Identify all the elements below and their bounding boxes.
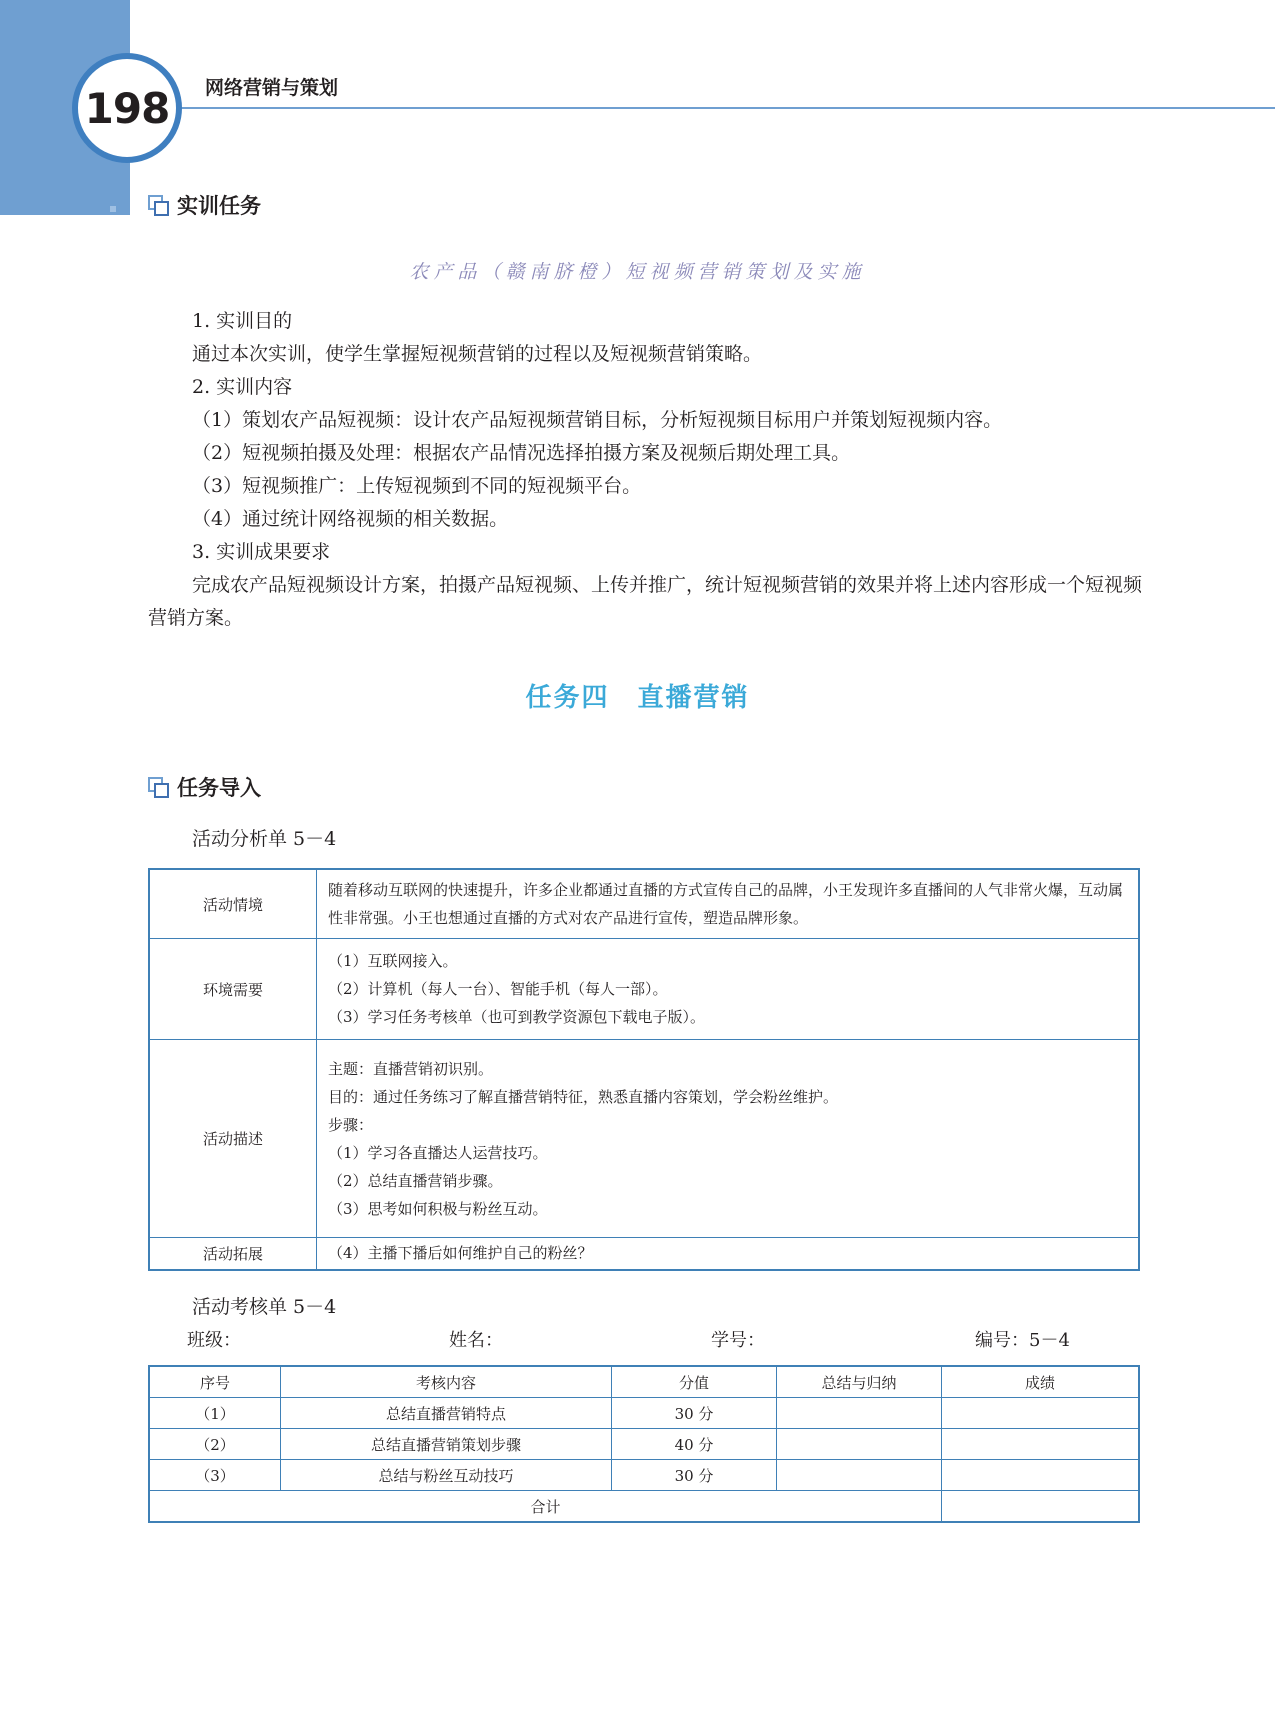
column-header: 总结与归纳 [777, 1366, 942, 1398]
student-id-label: 学号： [711, 1330, 765, 1351]
table-row [149, 1460, 1139, 1491]
cell-score: 30 分 [612, 1460, 777, 1491]
training-line: （4）通过统计网络视频的相关数据。 [192, 508, 509, 530]
column-header: 考核内容 [281, 1366, 612, 1398]
column-header: 成绩 [942, 1366, 1140, 1398]
column-header: 序号 [149, 1366, 281, 1398]
section-square-icon [148, 195, 168, 215]
header-rule [165, 107, 1275, 109]
cell-content: 总结直播营销策划步骤 [281, 1429, 612, 1460]
table-row [149, 869, 1139, 939]
table-row [149, 1238, 1139, 1270]
row-content [317, 1040, 1140, 1238]
cell-content: 总结与粉丝互动技巧 [281, 1460, 612, 1491]
row-content [317, 869, 1140, 939]
column-header: 分值 [612, 1366, 777, 1398]
content-line: （4）主播下播后如何维护自己的粉丝？ [328, 1244, 593, 1263]
cell-grade [942, 1460, 1140, 1491]
training-line: 通过本次实训，使学生掌握短视频营销的过程以及短视频营销策略。 [192, 343, 763, 365]
task-title: 任务四 直播营销 [525, 683, 750, 713]
content-line: （2）计算机（每人一台）、智能手机（每人一部）。 [328, 980, 668, 998]
table-row [149, 939, 1139, 1040]
row-label: 活动情境 [149, 869, 317, 939]
row-content [317, 1238, 1140, 1270]
row-label: 活动描述 [149, 1040, 317, 1238]
activity-analysis-table [148, 868, 1140, 1271]
page-number-badge [72, 53, 182, 163]
name-label: 姓名： [449, 1330, 503, 1351]
analysis-table-caption: 活动分析单 5－4 [192, 828, 337, 850]
training-final-paragraph: 完成农产品短视频设计方案，拍摄产品短视频、上传并推广，统计短视频营销的效果并将上述内容形成一个短视频营销方案。 [148, 574, 1143, 629]
task-intro-heading-label: 任务导入 [177, 776, 261, 800]
cell-score: 40 分 [612, 1429, 777, 1460]
training-line: （1）策划农产品短视频：设计农产品短视频营销目标，分析短视频目标用户并策划短视频内容。 [192, 409, 1003, 431]
training-line: 1. 实训目的 [192, 310, 293, 332]
content-line: （3）思考如何积极与粉丝互动。 [328, 1199, 548, 1218]
page-number: 198 [84, 83, 170, 133]
code-label: 编号：5－4 [975, 1330, 1070, 1351]
content-line: 目的：通过任务练习了解直播营销特征，熟悉直播内容策划，学会粉丝维护。 [328, 1087, 839, 1106]
decorative-square [110, 194, 118, 202]
content-line: 步骤： [328, 1115, 374, 1134]
total-label: 合计 [149, 1491, 942, 1523]
decorative-square [110, 206, 116, 212]
table-header-row [149, 1366, 1139, 1398]
content-line: 随着移动互联网的快速提升，许多企业都通过直播的方式宣传自己的品牌，小王发现许多直播间的人气非常火爆，互动属性非常强。小王也想通过直播的方式对农产品进行宣传，塑造品牌形象。 [328, 881, 1124, 927]
cell-content: 总结直播营销特点 [281, 1398, 612, 1429]
training-line: （3）短视频推广：上传短视频到不同的短视频平台。 [192, 475, 642, 497]
content-line: （2）总结直播营销步骤。 [328, 1171, 503, 1190]
book-title: 网络营销与策划 [205, 77, 339, 99]
decorative-square [96, 195, 107, 206]
training-body [192, 305, 1002, 569]
section-square-icon [148, 777, 168, 797]
cell-grade [942, 1398, 1140, 1429]
content-line: （3）学习任务考核单（也可到教学资源包下载电子版）。 [328, 1008, 706, 1026]
row-label: 活动拓展 [149, 1238, 317, 1270]
cell-summary [777, 1460, 942, 1491]
assessment-table-caption: 活动考核单 5－4 [192, 1296, 337, 1318]
cell-no: （3） [149, 1460, 281, 1491]
table-row [149, 1398, 1139, 1429]
class-label: 班级： [187, 1330, 241, 1351]
cell-summary [777, 1429, 942, 1460]
table-row [149, 1429, 1139, 1460]
row-content [317, 939, 1140, 1040]
content-line: （1）互联网接入。 [328, 952, 458, 970]
table-total-row [149, 1491, 1139, 1523]
total-value [942, 1491, 1140, 1523]
cell-no: （1） [149, 1398, 281, 1429]
training-heading [148, 190, 261, 220]
cell-score: 30 分 [612, 1398, 777, 1429]
task-intro-heading [148, 772, 261, 802]
cell-no: （2） [149, 1429, 281, 1460]
cell-grade [942, 1429, 1140, 1460]
training-heading-label: 实训任务 [177, 194, 261, 218]
table-row [149, 1040, 1139, 1238]
training-line: （2）短视频拍摄及处理：根据农产品情况选择拍摄方案及视频后期处理工具。 [192, 442, 851, 464]
content-line: （1）学习各直播达人运营技巧。 [328, 1143, 548, 1162]
content-line: 主题：直播营销初识别。 [328, 1059, 494, 1078]
activity-assessment-table [148, 1365, 1140, 1523]
training-line: 3. 实训成果要求 [192, 541, 331, 563]
training-line: 2. 实训内容 [192, 376, 293, 398]
row-label: 环境需要 [149, 939, 317, 1040]
cell-summary [777, 1398, 942, 1429]
training-subtitle: 农产品（赣南脐橙）短视频营销策划及实施 [409, 261, 866, 283]
